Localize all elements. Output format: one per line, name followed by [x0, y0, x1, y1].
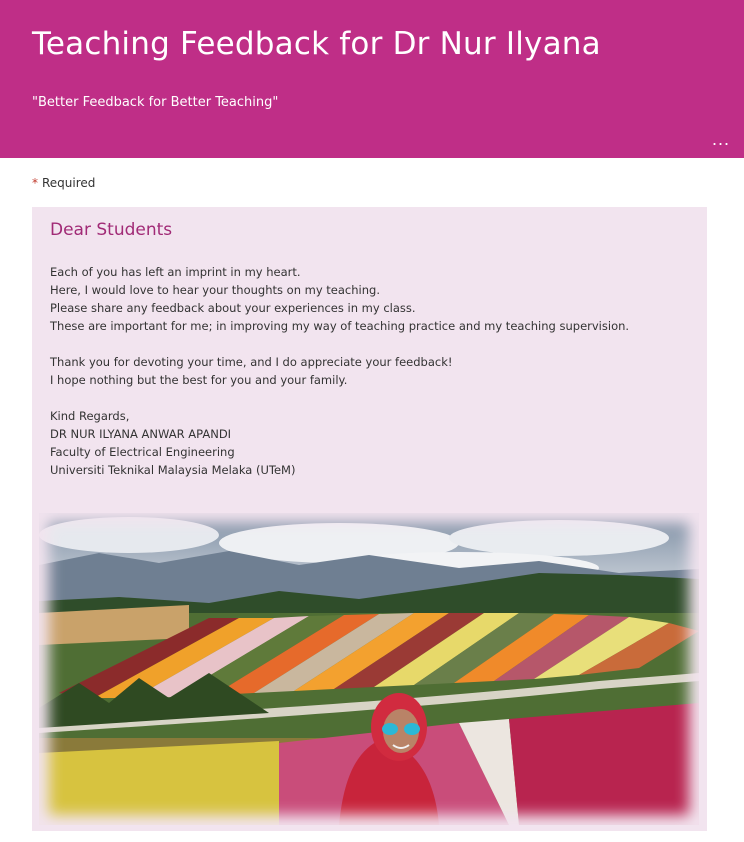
- section-description: [50, 263, 690, 479]
- section-title: Dear Students: [50, 220, 173, 240]
- signature-line: Kind Regards,: [50, 409, 130, 423]
- required-label: Required: [42, 176, 96, 190]
- description-line: Here, I would love to hear your thoughts on my teaching.: [50, 283, 380, 297]
- form-title: Teaching Feedback for Dr Nur Ilyana: [32, 26, 601, 62]
- signature-line: DR NUR ILYANA ANWAR APANDI: [50, 427, 232, 441]
- description-line: I hope nothing but the best for you and your family.: [50, 373, 348, 387]
- description-line: Please share any feedback about your experiences in my class.: [50, 301, 416, 315]
- more-options-icon[interactable]: ...: [711, 129, 730, 149]
- section-image: [39, 513, 699, 825]
- intro-section: [32, 207, 707, 831]
- form-subtitle: "Better Feedback for Better Teaching": [32, 95, 279, 110]
- required-star: *: [32, 176, 38, 190]
- signature-line: Universiti Teknikal Malaysia Melaka (UTeM): [50, 463, 296, 477]
- description-line: These are important for me; in improving my way of teaching practice and my teaching supervision.: [50, 319, 630, 333]
- description-line: Each of you has left an imprint in my heart.: [50, 265, 301, 279]
- form-header: [0, 0, 744, 158]
- signature-line: Faculty of Electrical Engineering: [50, 445, 235, 459]
- description-line: Thank you for devoting your time, and I do appreciate your feedback!: [50, 355, 453, 369]
- required-note: [32, 176, 95, 190]
